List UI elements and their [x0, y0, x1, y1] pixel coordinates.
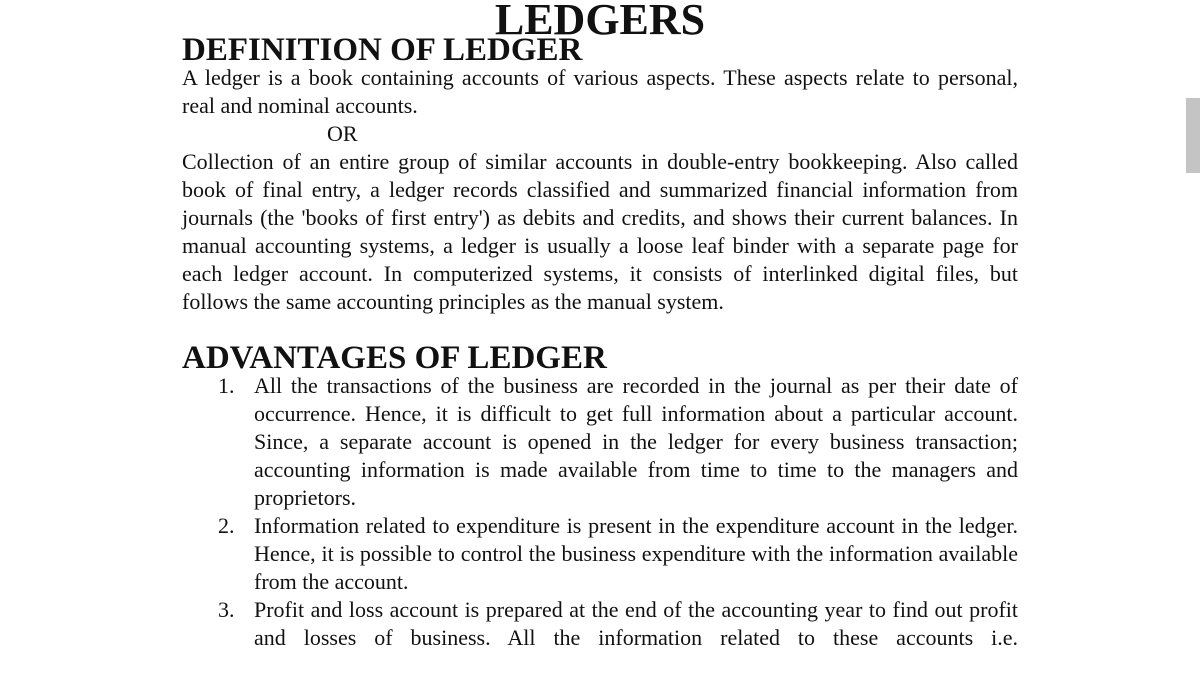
list-item-number: 3.	[218, 597, 235, 622]
definition-paragraph-1: A ledger is a book containing accounts of various aspects. These aspects relate to personal, real and nominal accounts.	[182, 65, 1018, 118]
definition-heading: DEFINITION OF LEDGER	[182, 32, 583, 68]
list-item	[182, 596, 1018, 652]
list-item	[182, 372, 1018, 512]
advantages-heading: ADVANTAGES OF LEDGER	[182, 340, 607, 376]
page-title: LEDGERS	[494, 0, 706, 44]
scrollbar-thumb[interactable]	[1186, 98, 1200, 173]
list-item-text: Information related to expenditure is present in the expenditure account in the ledger. Hence, it is possible to control the business expenditure with the information available from the account.	[254, 513, 1018, 594]
definition-paragraph-2: Collection of an entire group of similar accounts in double-entry bookkeeping. Also called book of final entry, a ledger records classified and summarized financial information from journals (the 'books of first entry') as debits and credits, and shows their current balances. In manual accounting systems, a ledger is usually a loose leaf binder with a separate page for each ledger account. In computerized systems, it consists of interlinked digital files, but follows the same accounting principles as the manual system.	[182, 149, 1018, 314]
advantages-list	[182, 372, 1018, 652]
list-item-number: 2.	[218, 513, 235, 538]
list-item-number: 1.	[218, 373, 235, 398]
document-page	[182, 0, 1018, 652]
list-item-text: All the transactions of the business are recorded in the journal as per their date of occurrence. Hence, it is difficult to get full information about a particular account. Since, a separate account is opened in the ledger for every business transaction; accounting information is made available from time to time to the managers and proprietors.	[254, 373, 1018, 510]
list-item-text: Profit and loss account is prepared at the end of the accounting year to find out profit and losses of business. All the information related to these accounts i.e.	[254, 597, 1018, 650]
list-item	[182, 512, 1018, 596]
or-separator: OR	[327, 121, 358, 146]
